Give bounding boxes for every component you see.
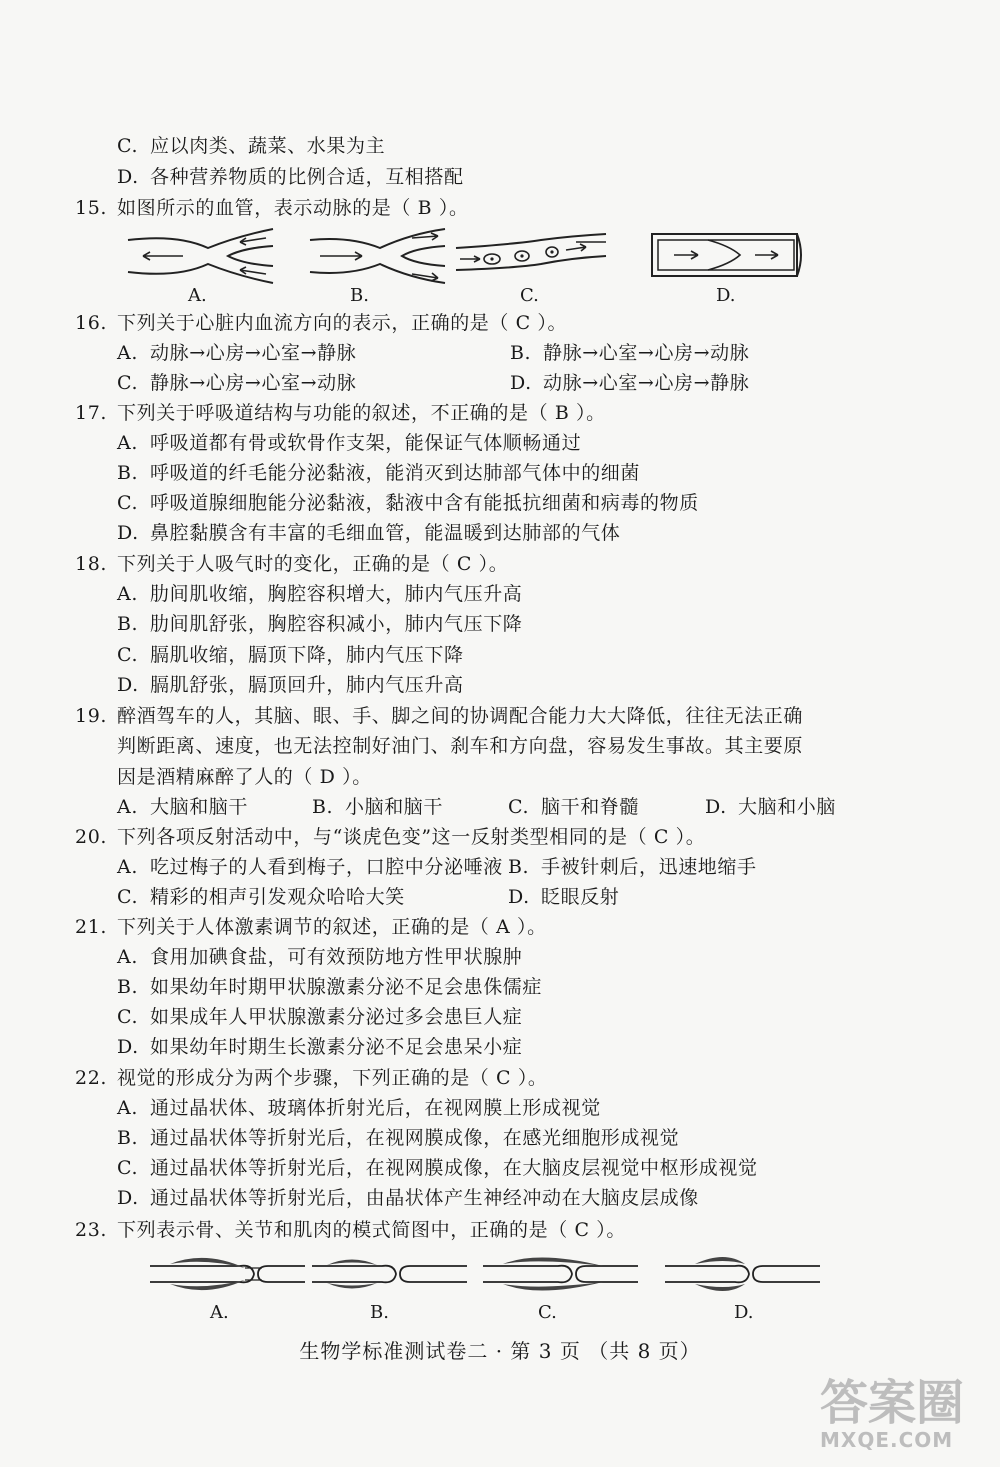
question-19-line-3: 因是酒精麻醉了人的（ D ）。	[117, 766, 372, 788]
question-22: 22. 视觉的形成分为两个步骤，下列正确的是（ C ）。	[75, 1067, 548, 1089]
joint-diagram-b	[312, 1252, 467, 1296]
question-15: 15. 如图所示的血管，表示动脉的是（ B ）。	[75, 197, 469, 219]
q23-figure-label-b: B.	[370, 1302, 389, 1323]
joint-diagram-c	[483, 1252, 638, 1296]
page-footer: 生物学标准测试卷二 · 第 3 页 （共 8 页）	[299, 1339, 701, 1363]
q16-option-a: A. 动脉→心房→心室→静脉	[117, 342, 357, 364]
question-17: 17. 下列关于呼吸道结构与功能的叙述，不正确的是（ B ）。	[75, 402, 606, 424]
q18-option-d: D. 膈肌舒张，膈顶回升，肺内气压升高	[117, 674, 464, 696]
question-23: 23. 下列表示骨、关节和肌肉的模式简图中，正确的是（ C ）。	[75, 1219, 626, 1241]
q20-option-a: A. 吃过梅子的人看到梅子，口腔中分泌唾液	[117, 856, 503, 878]
q15-figure-label-d: D.	[716, 285, 736, 306]
q16-option-d: D. 动脉→心室→心房→静脉	[510, 372, 750, 394]
q20-option-d: D. 眨眼反射	[508, 886, 620, 908]
q22-option-d: D. 通过晶状体等折射光后，由晶状体产生神经冲动在大脑皮层成像	[117, 1187, 699, 1209]
q18-option-c: C. 膈肌收缩，膈顶下降，肺内气压下降	[117, 644, 464, 666]
q19-option-b: B. 小脑和脑干	[312, 796, 444, 818]
blood-vessel-diagram-b	[310, 226, 445, 286]
q21-option-c: C. 如果成年人甲状腺激素分泌过多会患巨人症	[117, 1006, 523, 1028]
q17-option-b: B. 呼吸道的纤毛能分泌黏液，能消灭到达肺部气体中的细菌	[117, 462, 641, 484]
q17-option-d: D. 鼻腔黏膜含有丰富的毛细血管，能温暖到达肺部的气体	[117, 522, 621, 544]
q15-figure-label-a: A.	[188, 285, 207, 306]
q17-option-a: A. 呼吸道都有骨或软骨作支架，能保证气体顺畅通过	[117, 432, 582, 454]
q23-figure-label-d: D.	[734, 1302, 754, 1323]
watermark	[820, 1375, 990, 1463]
question-20: 20. 下列各项反射活动中，与“谈虎色变”这一反射类型相同的是（ C ）。	[75, 826, 706, 848]
question-16: 16. 下列关于心脏内血流方向的表示，正确的是（ C ）。	[75, 312, 568, 334]
q19-option-d: D. 大脑和小脑	[705, 796, 837, 818]
q18-option-a: A. 肋间肌收缩，胸腔容积增大，肺内气压升高	[117, 583, 523, 605]
blood-vessel-diagram-a	[128, 226, 273, 286]
q23-figure-label-a: A.	[210, 1302, 229, 1323]
question-18: 18. 下列关于人吸气时的变化，正确的是（ C ）。	[75, 553, 509, 575]
q15-figure-label-c: C.	[520, 285, 539, 306]
q18-option-b: B. 肋间肌舒张，胸腔容积减小，肺内气压下降	[117, 613, 523, 635]
q19-option-a: A. 大脑和脑干	[117, 796, 249, 818]
joint-diagram-a	[150, 1252, 305, 1296]
q19-option-c: C. 脑干和脊髓	[508, 796, 640, 818]
q16-option-c: C. 静脉→心房→心室→动脉	[117, 372, 357, 394]
q21-option-b: B. 如果幼年时期甲状腺激素分泌不足会患侏儒症	[117, 976, 543, 998]
blood-vessel-diagram-c	[456, 228, 606, 283]
q22-option-b: B. 通过晶状体等折射光后，在视网膜成像，在感光细胞形成视觉	[117, 1127, 680, 1149]
watermark-url: MXQE.COM	[820, 1428, 954, 1452]
q22-option-a: A. 通过晶状体、玻璃体折射光后，在视网膜上形成视觉	[117, 1097, 601, 1119]
q23-figure-label-c: C.	[538, 1302, 557, 1323]
q21-option-a: A. 食用加碘食盐，可有效预防地方性甲状腺肿	[117, 946, 523, 968]
q17-option-c: C. 呼吸道腺细胞能分泌黏液，黏液中含有能抵抗细菌和病毒的物质	[117, 492, 699, 514]
q16-option-b: B. 静脉→心室→心房→动脉	[510, 342, 750, 364]
q22-option-c: C. 通过晶状体等折射光后，在视网膜成像，在大脑皮层视觉中枢形成视觉	[117, 1157, 758, 1179]
prev-option-d: D. 各种营养物质的比例合适，互相搭配	[117, 166, 464, 188]
q15-figure-label-b: B.	[350, 285, 369, 306]
q20-option-b: B. 手被针刺后，迅速地缩手	[508, 856, 757, 878]
prev-option-c: C. 应以肉类、蔬菜、水果为主	[117, 135, 386, 157]
question-21: 21. 下列关于人体激素调节的叙述，正确的是（ A ）。	[75, 916, 547, 938]
q20-option-c: C. 精彩的相声引发观众哈哈大笑	[117, 886, 405, 908]
question-19-line-2: 判断距离、速度，也无法控制好油门、刹车和方向盘，容易发生事故。其主要原	[117, 735, 804, 757]
watermark-main: 答案圈	[820, 1375, 965, 1431]
q21-option-d: D. 如果幼年时期生长激素分泌不足会患呆小症	[117, 1036, 523, 1058]
blood-vessel-diagram-d	[650, 230, 805, 280]
joint-diagram-d	[665, 1252, 820, 1296]
question-19: 19. 醉酒驾车的人，其脑、眼、手、脚之间的协调配合能力大大降低，往往无法正确	[75, 705, 804, 727]
